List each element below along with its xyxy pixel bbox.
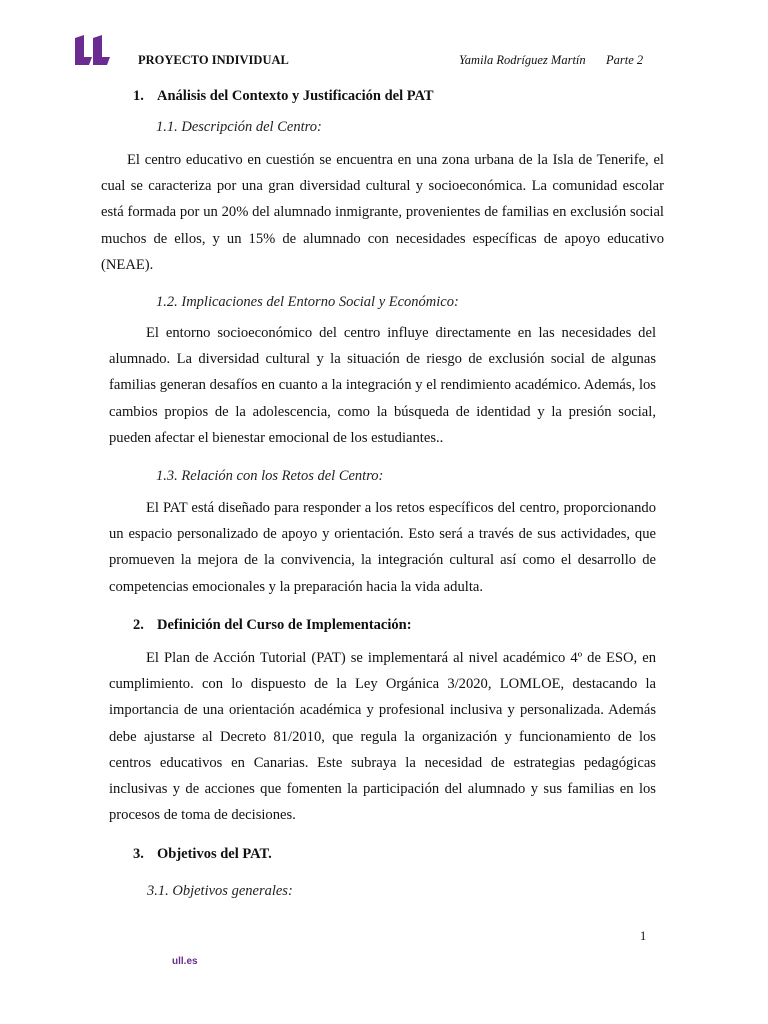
footer-site-link[interactable]: ull.es [172,956,198,967]
paragraph-entorno: El entorno socioeconómico del centro influye directamente en las necesidades del alumnado. La diversidad cultural y la situación de riesgo de exclusión social de algunas familias generan desafíos en cuanto a la integración y el rendimiento académico. Además, los cambios propios de la adolescencia, como la búsqueda de identidad y la presión social, pueden afectar el bienestar emocional de los estudiantes.. [109,325,656,446]
subsection-heading-1-3: 1.3. Relación con los Retos del Centro: [156,468,384,484]
paragraph-centro: El centro educativo en cuestión se encuentra en una zona urbana de la Isla de Tenerife, el cual se caracteriza por una gran diversidad cultural y socioeconómica. La comunidad escolar está formada por un 20% del alumnado inmigrante, provenientes de familias en exclusión social muchos de ellos, y un 15% de alumnado con necesidades específicas de apoyo educativo (NEAE). [101,152,664,273]
page-number: 1 [640,929,647,943]
ull-logo-icon [73,35,111,65]
section-number: 3. [133,846,144,862]
header-part: Parte 2 [606,53,644,67]
subsection-heading-1-1: 1.1. Descripción del Centro: [156,119,322,135]
header-title: PROYECTO INDIVIDUAL [138,53,289,67]
section-title: Objetivos del PAT. [157,846,272,862]
section-number: 1. [133,88,144,104]
paragraph-implementacion: El Plan de Acción Tutorial (PAT) se implementará al nivel académico 4º de ESO, en cumplimiento. con lo dispuesto de la Ley Orgánica 3/2020, LOMLOE, destacando la importancia de una orientación académica y profesional inclusiva y personalizada. Además debe ajustarse al Decreto 81/2010, que regula la organización y funcionamiento de los centros educativos en Canarias. Este subraya la necesidad de estrategias pedagógicas inclusivas y de acciones que fomenten la participación del alumnado y sus familias en los procesos de toma de decisiones. [109,650,656,824]
section-title: Definición del Curso de Implementación: [157,617,412,633]
paragraph-retos: El PAT está diseñado para responder a los retos específicos del centro, proporcionando un espacio personalizado de apoyo y orientación. Esto será a través de sus actividades, que promueven la mejora de la convivencia, la integración cultural así como el desarrollo de competencias emocionales y la preparación hacia la vida adulta. [109,500,656,595]
section-heading-3 [133,846,272,863]
section-number: 2. [133,617,144,633]
header-author: Yamila Rodríguez Martín [459,53,586,67]
subsection-heading-3-1: 3.1. Objetivos generales: [147,883,293,899]
subsection-heading-1-2: 1.2. Implicaciones del Entorno Social y Económico: [156,294,459,310]
section-title: Análisis del Contexto y Justificación del PAT [157,88,434,104]
section-heading-1 [133,88,434,105]
section-heading-2 [133,617,412,634]
